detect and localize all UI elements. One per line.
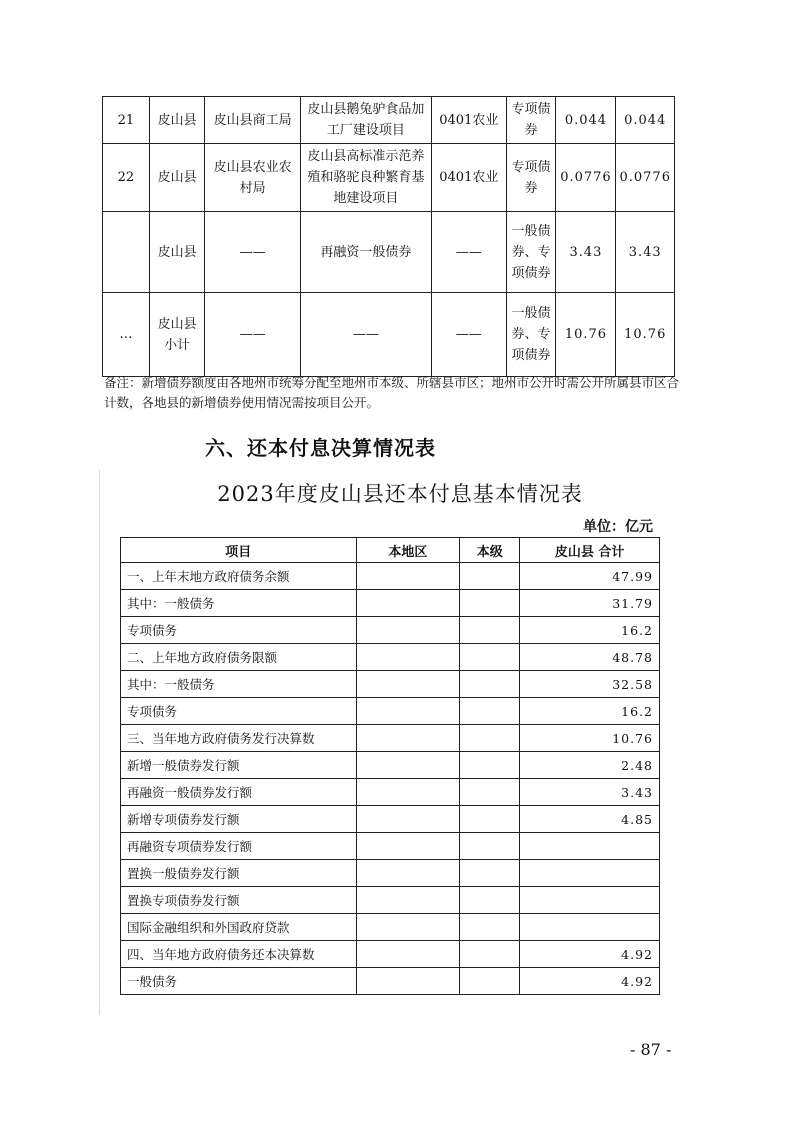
bond-type-cell: 一般债券、专项债券 — [506, 293, 556, 377]
table-row — [121, 590, 660, 617]
own-cell — [460, 833, 520, 860]
item-cell: 再融资一般债券发行额 — [121, 779, 357, 806]
table-row — [103, 293, 675, 377]
local-cell — [356, 860, 460, 887]
total-cell: 4.92 — [520, 941, 660, 968]
item-cell: 置换一般债券发行额 — [121, 860, 357, 887]
amount-cell: 10.76 — [556, 293, 616, 377]
local-cell — [356, 590, 460, 617]
local-cell — [356, 563, 460, 590]
own-cell — [460, 698, 520, 725]
item-cell: 再融资专项债券发行额 — [121, 833, 357, 860]
total-cell: 4.92 — [520, 968, 660, 995]
own-cell — [460, 887, 520, 914]
local-cell — [356, 806, 460, 833]
total-cell: 10.76 — [520, 725, 660, 752]
row-number: … — [103, 293, 150, 377]
table-row — [121, 671, 660, 698]
local-cell — [356, 941, 460, 968]
row-number: 22 — [103, 144, 150, 212]
own-cell — [460, 779, 520, 806]
region-cell: 皮山县 — [149, 144, 205, 212]
header-own: 本级 — [460, 538, 520, 563]
local-cell — [356, 725, 460, 752]
table-row — [121, 968, 660, 995]
item-cell: 专项债务 — [121, 698, 357, 725]
item-cell: 新增专项债券发行额 — [121, 806, 357, 833]
item-cell: 国际金融组织和外国政府贷款 — [121, 914, 357, 941]
project-cell: 皮山县鹅兔驴食品加工厂建设项目 — [300, 97, 431, 144]
code-cell: —— — [431, 293, 506, 377]
total-cell — [520, 914, 660, 941]
project-cell: —— — [300, 293, 431, 377]
local-cell — [356, 617, 460, 644]
own-cell — [460, 671, 520, 698]
code-cell: 0401农业 — [431, 144, 506, 212]
amount-cell: 10.76 — [616, 293, 675, 377]
own-cell — [460, 725, 520, 752]
table-row — [121, 563, 660, 590]
total-cell: 32.58 — [520, 671, 660, 698]
section-title: 六、还本付息决算情况表 — [205, 436, 436, 460]
own-cell — [460, 590, 520, 617]
repayment-table-body — [121, 563, 660, 995]
table-row — [121, 887, 660, 914]
amount-cell: 3.43 — [556, 212, 616, 293]
row-number: 21 — [103, 97, 150, 144]
table-row — [103, 97, 675, 144]
table-row — [121, 752, 660, 779]
total-cell — [520, 833, 660, 860]
table-row — [121, 725, 660, 752]
total-cell — [520, 860, 660, 887]
item-cell: 一般债务 — [121, 968, 357, 995]
local-cell — [356, 887, 460, 914]
department-cell: 皮山县农业农村局 — [205, 144, 300, 212]
table-row — [121, 941, 660, 968]
amount-cell: 0.0776 — [616, 144, 675, 212]
own-cell — [460, 644, 520, 671]
total-cell: 2.48 — [520, 752, 660, 779]
total-cell — [520, 887, 660, 914]
own-cell — [460, 968, 520, 995]
project-cell: 皮山县高标准示范养殖和骆驼良种繁育基地建设项目 — [300, 144, 431, 212]
total-cell: 4.85 — [520, 806, 660, 833]
item-cell: 专项债务 — [121, 617, 357, 644]
table-row — [121, 698, 660, 725]
table-row — [121, 914, 660, 941]
unit-label: 单位：亿元 — [583, 519, 653, 535]
local-cell — [356, 698, 460, 725]
amount-cell: 0.044 — [556, 97, 616, 144]
amount-cell: 0.044 — [616, 97, 675, 144]
local-cell — [356, 752, 460, 779]
table-row — [121, 779, 660, 806]
amount-cell: 0.0776 — [556, 144, 616, 212]
local-cell — [356, 914, 460, 941]
region-cell: 皮山县 — [149, 97, 205, 144]
own-cell — [460, 617, 520, 644]
item-cell: 一、上年末地方政府债务余额 — [121, 563, 357, 590]
header-item: 项目 — [121, 538, 357, 563]
item-cell: 其中：一般债务 — [121, 590, 357, 617]
local-cell — [356, 779, 460, 806]
table-row — [103, 212, 675, 293]
project-table — [102, 96, 675, 377]
region-cell: 皮山县小计 — [149, 293, 205, 377]
own-cell — [460, 914, 520, 941]
total-cell: 3.43 — [520, 779, 660, 806]
item-cell: 新增一般债券发行额 — [121, 752, 357, 779]
total-cell: 48.78 — [520, 644, 660, 671]
local-cell — [356, 968, 460, 995]
department-cell: —— — [205, 212, 300, 293]
bond-type-cell: 专项债券 — [506, 97, 556, 144]
code-cell: —— — [431, 212, 506, 293]
table-row — [121, 860, 660, 887]
total-cell: 31.79 — [520, 590, 660, 617]
code-cell: 0401农业 — [431, 97, 506, 144]
region-cell: 皮山县 — [149, 212, 205, 293]
page-number: - 87 - — [630, 1040, 672, 1059]
own-cell — [460, 941, 520, 968]
total-cell: 16.2 — [520, 698, 660, 725]
repayment-table — [120, 537, 660, 995]
project-cell: 再融资一般债券 — [300, 212, 431, 293]
total-cell: 47.99 — [520, 563, 660, 590]
department-cell: —— — [205, 293, 300, 377]
amount-cell: 3.43 — [616, 212, 675, 293]
item-cell: 置换专项债券发行额 — [121, 887, 357, 914]
row-number — [103, 212, 150, 293]
table-header-row — [121, 538, 660, 563]
bond-type-cell: 一般债券、专项债券 — [506, 212, 556, 293]
table-title: 2023年度皮山县还本付息基本情况表 — [217, 482, 583, 506]
local-cell — [356, 671, 460, 698]
total-cell: 16.2 — [520, 617, 660, 644]
own-cell — [460, 752, 520, 779]
table-row — [121, 806, 660, 833]
table-row — [121, 617, 660, 644]
own-cell — [460, 860, 520, 887]
item-cell: 二、上年地方政府债务限额 — [121, 644, 357, 671]
table-row — [121, 644, 660, 671]
bond-type-cell: 专项债券 — [506, 144, 556, 212]
own-cell — [460, 563, 520, 590]
item-cell: 三、当年地方政府债务发行决算数 — [121, 725, 357, 752]
item-cell: 其中：一般债务 — [121, 671, 357, 698]
table-row — [121, 833, 660, 860]
table-note: 备注：新增债券额度由各地州市统筹分配至地州市本级、所辖县市区；地州市公开时需公开所属县市区合计数，各地县的新增债券使用情况需按项目公开。 — [104, 375, 680, 410]
own-cell — [460, 806, 520, 833]
local-cell — [356, 833, 460, 860]
local-cell — [356, 644, 460, 671]
header-total: 皮山县 合计 — [520, 538, 660, 563]
table-row — [103, 144, 675, 212]
department-cell: 皮山县商工局 — [205, 97, 300, 144]
header-local: 本地区 — [356, 538, 460, 563]
item-cell: 四、当年地方政府债务还本决算数 — [121, 941, 357, 968]
divider — [99, 470, 100, 1015]
